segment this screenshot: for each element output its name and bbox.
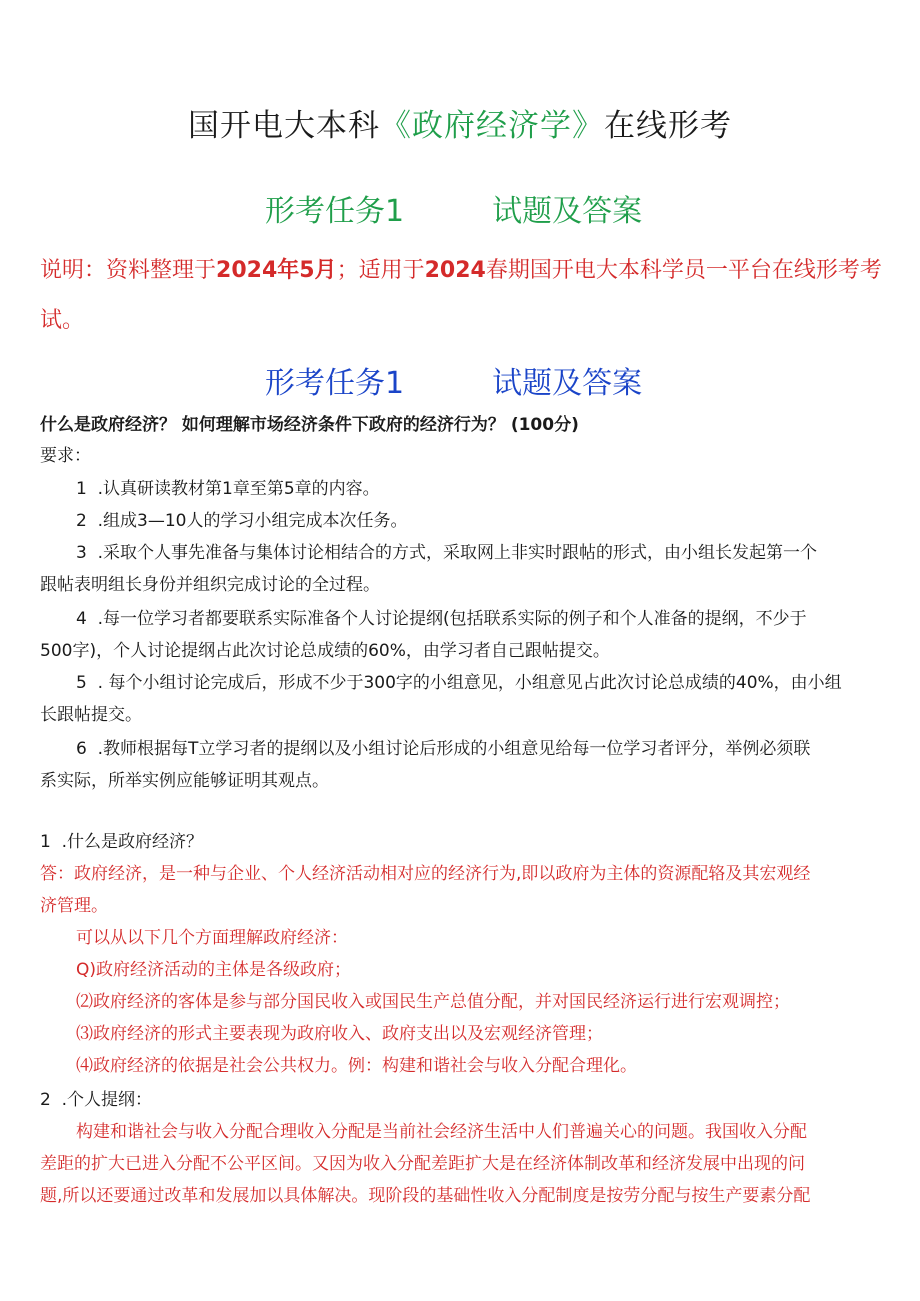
- q1-answer: 答：政府经济，是一种与企业、个人经济活动相对应的经济行为,即以政府为主体的资源配辂及其宏观经: [40, 864, 811, 884]
- requirement-continuation: 500字)，个人讨论提纲占此次讨论总成绩的60%，由学习者自己跟帖提交。: [40, 641, 610, 661]
- q1-point: ⑷政府经济的依据是社会公共权力。例：构建和谐社会与收入分配合理化。: [76, 1056, 637, 1076]
- item-number: 4: [76, 609, 87, 629]
- q1-intro: 可以从以下几个方面理解政府经济：: [76, 928, 348, 948]
- q1-point: ⑵政府经济的客体是参与部分国民收入或国民生产总值分配，并对国民经济运行进行宏观调控；: [76, 992, 790, 1012]
- requirement-item: [76, 537, 817, 569]
- q2-paragraph: 差距的扩大已进入分配不公平区间。又因为收入分配差距扩大是在经济体制改革和经济发展中出现的问: [40, 1154, 805, 1174]
- title-prefix: 国开电大本科: [188, 108, 380, 144]
- note-text: 春期国开电大本科学员一平台在线形考考试。: [40, 258, 882, 333]
- q1-answer: 济管理。: [40, 896, 108, 916]
- item-text: .组成3—10人的学习小组完成本次任务。: [97, 511, 408, 531]
- q2-paragraph: 题,所以还要通过改革和发展加以具体解决。现阶段的基础性收入分配制度是按劳分配与按生产要素分配: [40, 1186, 811, 1206]
- requirement-item: [76, 733, 810, 765]
- q1-heading: [40, 826, 203, 858]
- requirement-item: [76, 603, 807, 635]
- item-number: 1: [76, 479, 87, 499]
- q2-heading: [40, 1084, 152, 1116]
- item-number: 5: [76, 673, 87, 693]
- requirements-label: 要求：: [40, 446, 91, 466]
- q1-text: .什么是政府经济？: [61, 832, 204, 852]
- note-year: 2024: [424, 258, 486, 283]
- q2-text: .个人提纲：: [61, 1090, 153, 1110]
- q2-paragraph: 构建和谐社会与收入分配合理收入分配是当前社会经济生活中人们普遍关心的问题。我国收入分配: [76, 1122, 807, 1142]
- requirement-continuation: 长跟帖提交。: [40, 705, 142, 725]
- requirement-item: [76, 473, 380, 505]
- item-number: 6: [76, 739, 87, 759]
- q1-point: Q)政府经济活动的主体是各级政府；: [76, 960, 352, 980]
- item-number: 3: [76, 543, 87, 563]
- note-text: 说明：资料整理于: [40, 258, 217, 283]
- item-text: .认真研读教材第1章至第5章的内容。: [97, 479, 380, 499]
- task-label: 形考任务1: [265, 366, 405, 401]
- requirement-item: [76, 505, 408, 537]
- document-title: [0, 100, 920, 145]
- task-heading-green: [265, 186, 642, 230]
- q2-number: 2: [40, 1090, 51, 1110]
- q1-point: ⑶政府经济的形式主要表现为政府收入、政府支出以及宏观经济管理；: [76, 1024, 603, 1044]
- item-text: .每一位学习者都要联系实际准备个人讨论提纲(包括联系实际的例子和个人准备的提纲，不少于: [97, 609, 807, 629]
- requirement-item: [76, 667, 842, 699]
- task-label: 形考任务1: [265, 194, 405, 229]
- title-suffix: 在线形考: [604, 108, 732, 144]
- note-date: 2024年5月: [216, 258, 337, 283]
- q1-number: 1: [40, 832, 51, 852]
- requirement-continuation: 系实际，所举实例应能够证明其观点。: [40, 771, 329, 791]
- requirement-continuation: 跟帖表明组长身份并组织完成讨论的全过程。: [40, 575, 380, 595]
- answers-label: 试题及答案: [492, 366, 643, 401]
- note-text: ；适用于: [336, 258, 425, 283]
- title-course: 《政府经济学》: [380, 108, 604, 144]
- note-paragraph: [40, 246, 885, 346]
- item-text: .采取个人事先准备与集体讨论相结合的方式，采取网上非实时跟帖的形式，由小组长发起第一个: [97, 543, 818, 563]
- task-heading-blue: [265, 358, 642, 402]
- item-number: 2: [76, 511, 87, 531]
- question-text: 什么是政府经济？ 如何理解市场经济条件下政府的经济行为？ (100分): [40, 415, 579, 435]
- item-text: . 每个小组讨论完成后，形成不少于300字的小组意见，小组意见占此次讨论总成绩的40%，由小组: [97, 673, 842, 693]
- item-text: .教师根据每T立学习者的提纲以及小组讨论后形成的小组意见给每一位学习者评分，举例必须联: [97, 739, 811, 759]
- answers-label: 试题及答案: [492, 194, 643, 229]
